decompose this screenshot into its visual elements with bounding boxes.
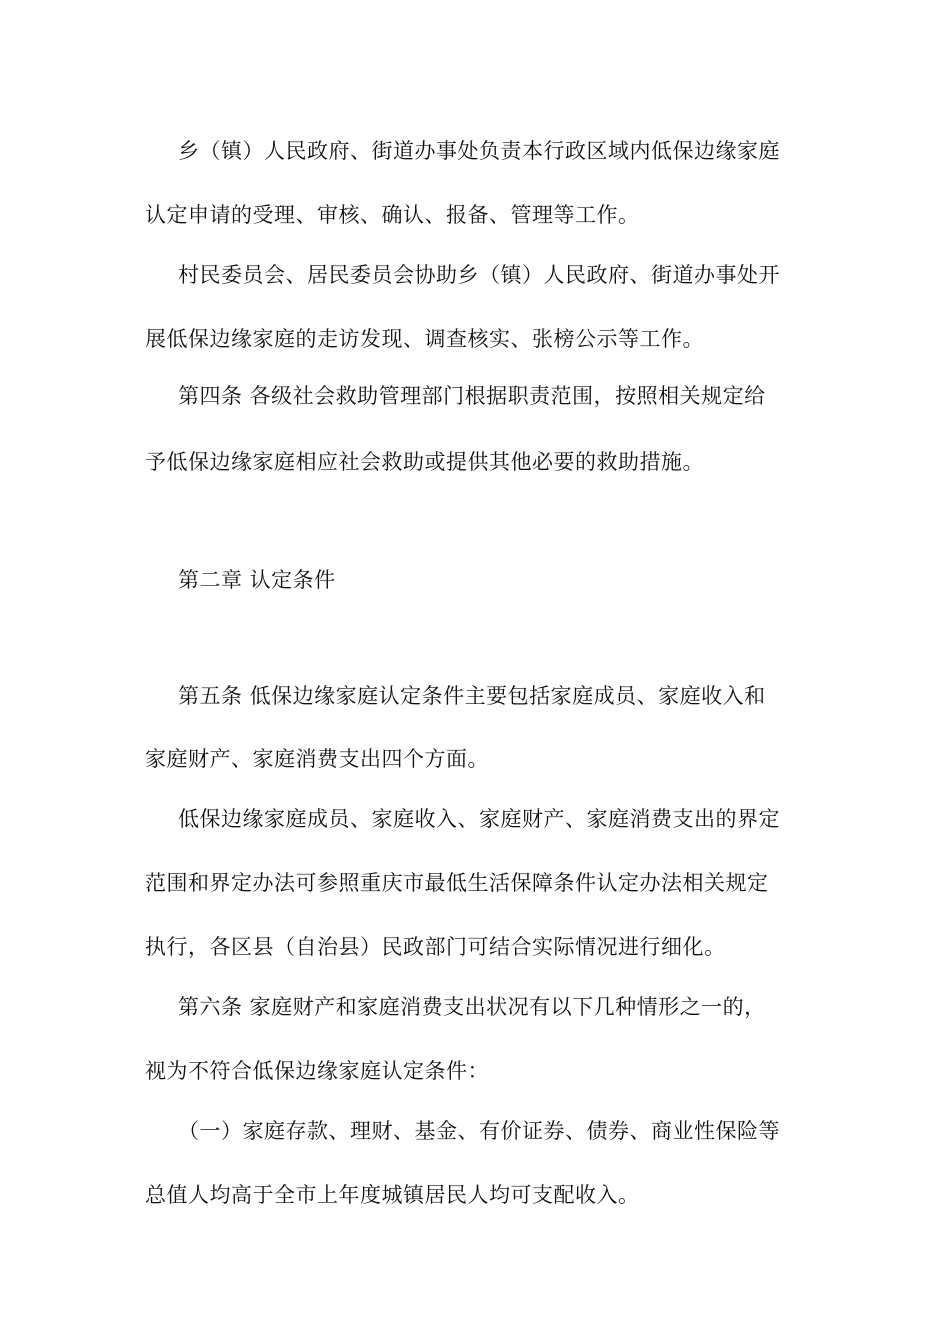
paragraph-line: 展低保边缘家庭的走访发现、调查核实、张榜公示等工作。: [145, 327, 704, 351]
paragraph-line: 认定申请的受理、审核、确认、报备、管理等工作。: [145, 203, 640, 227]
chapter-heading: 第二章 认定条件: [178, 568, 336, 592]
paragraph-line: 范围和界定办法可参照重庆市最低生活保障条件认定办法相关规定: [145, 871, 769, 895]
article-6-line: 第六条 家庭财产和家庭消费支出状况有以下几种情形之一的，: [178, 995, 766, 1019]
paragraph-line: 视为不符合低保边缘家庭认定条件：: [145, 1059, 489, 1083]
paragraph-line: 执行，各区县（自治县）民政部门可结合实际情况进行细化。: [145, 935, 726, 959]
list-item-line: （一）家庭存款、理财、基金、有价证券、债券、商业性保险等: [178, 1119, 780, 1143]
paragraph-line: 家庭财产、家庭消费支出四个方面。: [145, 747, 489, 771]
paragraph-line: 乡（镇）人民政府、街道办事处负责本行政区域内低保边缘家庭: [178, 139, 780, 163]
paragraph-line: 予低保边缘家庭相应社会救助或提供其他必要的救助措施。: [145, 450, 704, 474]
paragraph-line: 村民委员会、居民委员会协助乡（镇）人民政府、街道办事处开: [178, 263, 780, 287]
article-5-line: 第五条 低保边缘家庭认定条件主要包括家庭成员、家庭收入和: [178, 684, 766, 708]
paragraph-line: 低保边缘家庭成员、家庭收入、家庭财产、家庭消费支出的界定: [178, 807, 780, 831]
article-4-line: 第四条 各级社会救助管理部门根据职责范围，按照相关规定给: [178, 384, 766, 408]
paragraph-line: 总值人均高于全市上年度城镇居民人均可支配收入。: [145, 1183, 640, 1207]
